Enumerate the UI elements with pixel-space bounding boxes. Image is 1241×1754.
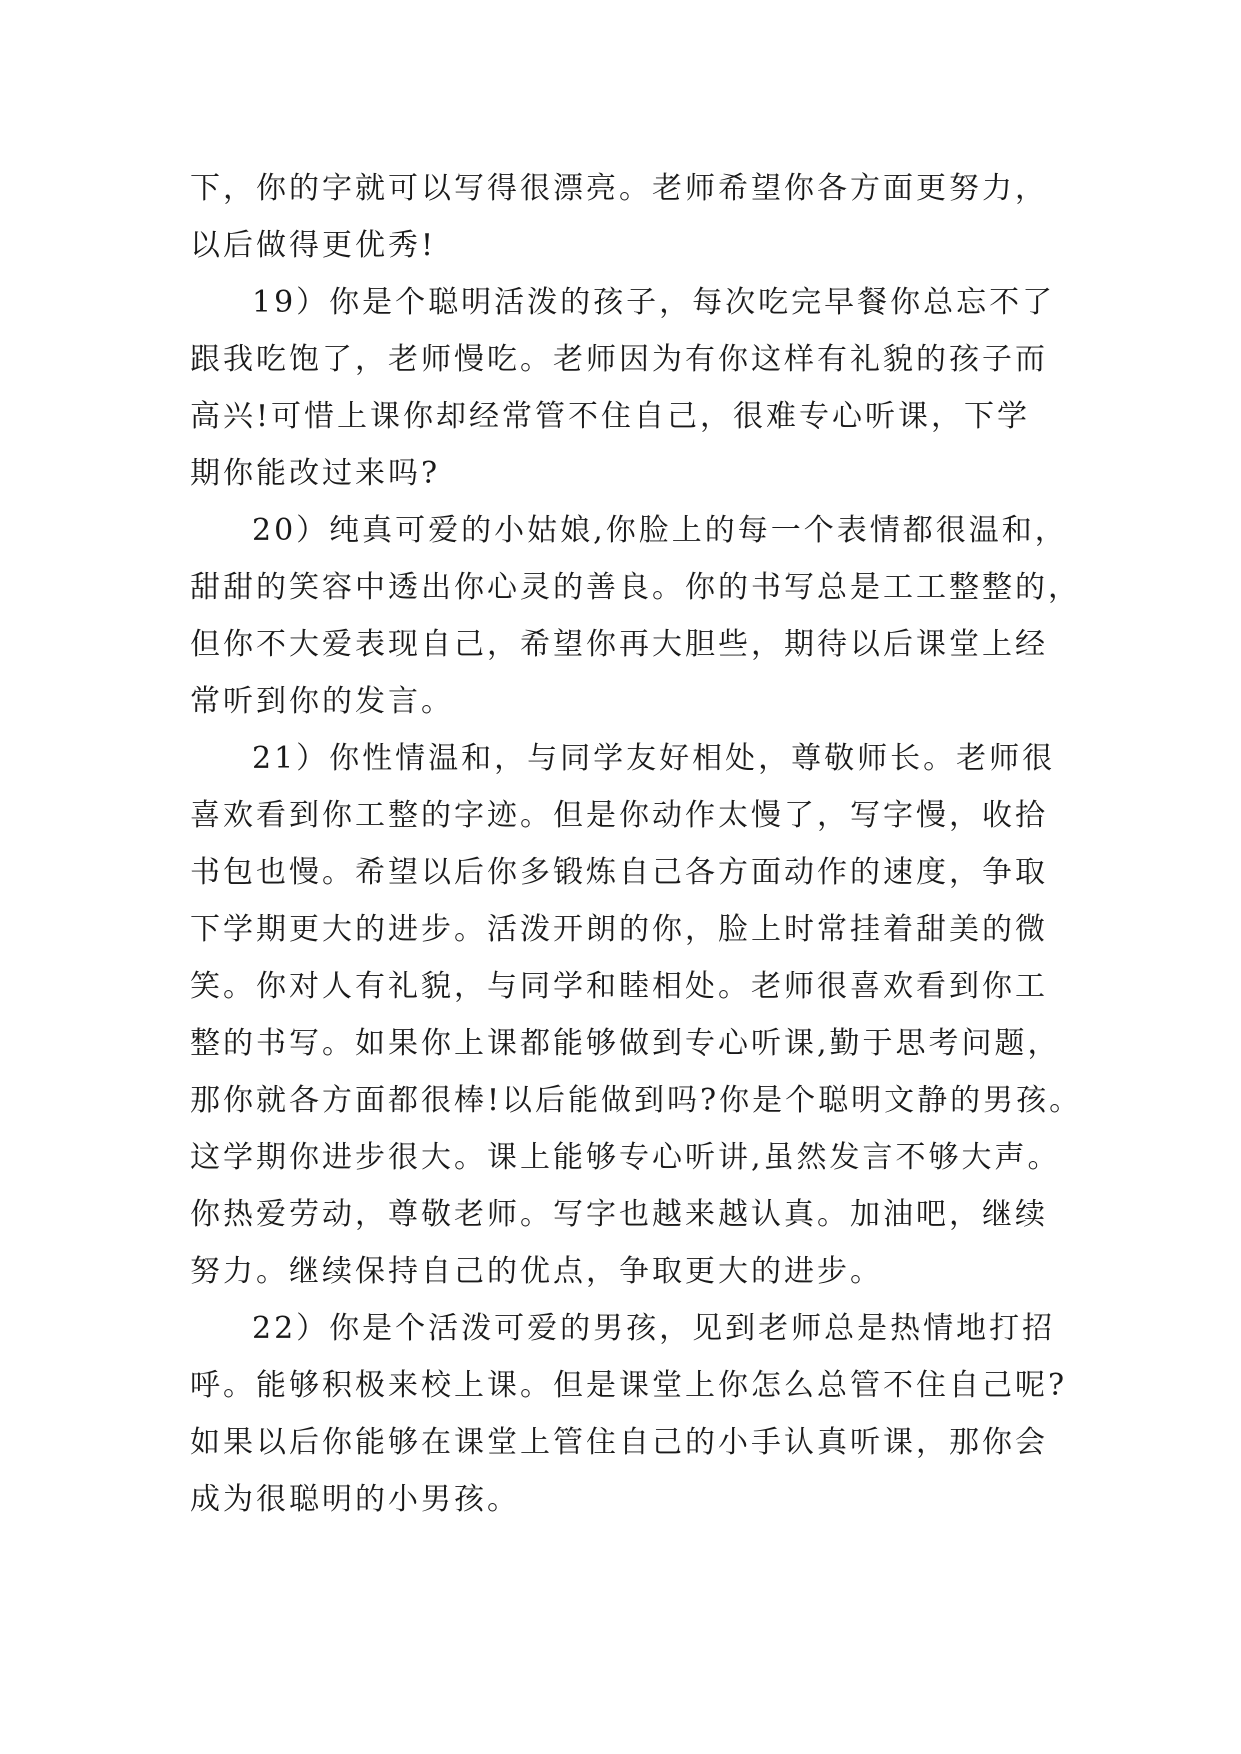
paragraph-19 (190, 274, 1060, 502)
text-line: 笑。你对人有礼貌，与同学和睦相处。老师很喜欢看到你工 (190, 969, 1048, 1004)
text-line: 成为很聪明的小男孩。 (190, 1482, 520, 1517)
paragraph-21 (190, 730, 1083, 1300)
text-line: 期你能改过来吗? (190, 456, 441, 491)
text-line: 书包也慢。希望以后你多锻炼自己各方面动作的速度，争取 (190, 855, 1048, 890)
text-line: 但你不大爱表现自己，希望你再大胆些，期待以后课堂上经 (190, 627, 1048, 662)
text-line: 整的书写。如果你上课都能够做到专心听课,勤于思考问题， (190, 1026, 1061, 1061)
paragraph-continuation (190, 160, 1060, 274)
text-line: 这学期你进步很大。课上能够专心听讲,虽然发言不够大声。 (190, 1140, 1061, 1175)
text-line: 21）你性情温和，与同学友好相处，尊敬师长。老师很 (252, 741, 1056, 776)
text-line: 高兴!可惜上课你却经常管不住自己，很难专心听课，下学 (190, 399, 1031, 434)
text-line: 19）你是个聪明活泼的孩子，每次吃完早餐你总忘不了 (252, 285, 1056, 320)
text-line: 跟我吃饱了，老师慢吃。老师因为有你这样有礼貌的孩子而 (190, 342, 1048, 377)
text-line: 20）纯真可爱的小姑娘,你脸上的每一个表情都很温和， (252, 513, 1068, 548)
text-line: 下，你的字就可以写得很漂亮。老师希望你各方面更努力， (190, 171, 1048, 206)
document-body (190, 160, 1083, 1528)
paragraph-22 (190, 1300, 1068, 1528)
text-line: 努力。继续保持自己的优点，争取更大的进步。 (190, 1254, 883, 1289)
text-line: 以后做得更优秀! (190, 228, 437, 263)
text-line: 下学期更大的进步。活泼开朗的你，脸上时常挂着甜美的微 (190, 912, 1048, 947)
text-line: 你热爱劳动，尊敬老师。写字也越来越认真。加油吧，继续 (190, 1197, 1048, 1232)
text-line: 喜欢看到你工整的字迹。但是你动作太慢了，写字慢，收拾 (190, 798, 1048, 833)
text-line: 常听到你的发言。 (190, 684, 454, 719)
text-line: 甜甜的笑容中透出你心灵的善良。你的书写总是工工整整的， (190, 570, 1081, 605)
paragraph-20 (190, 502, 1081, 730)
text-line: 呼。能够积极来校上课。但是课堂上你怎么总管不住自己呢? (190, 1368, 1068, 1403)
text-line: 如果以后你能够在课堂上管住自己的小手认真听课，那你会 (190, 1425, 1048, 1460)
text-line: 22）你是个活泼可爱的男孩，见到老师总是热情地打招 (252, 1311, 1056, 1346)
text-line: 那你就各方面都很棒!以后能做到吗?你是个聪明文静的男孩。 (190, 1083, 1083, 1118)
